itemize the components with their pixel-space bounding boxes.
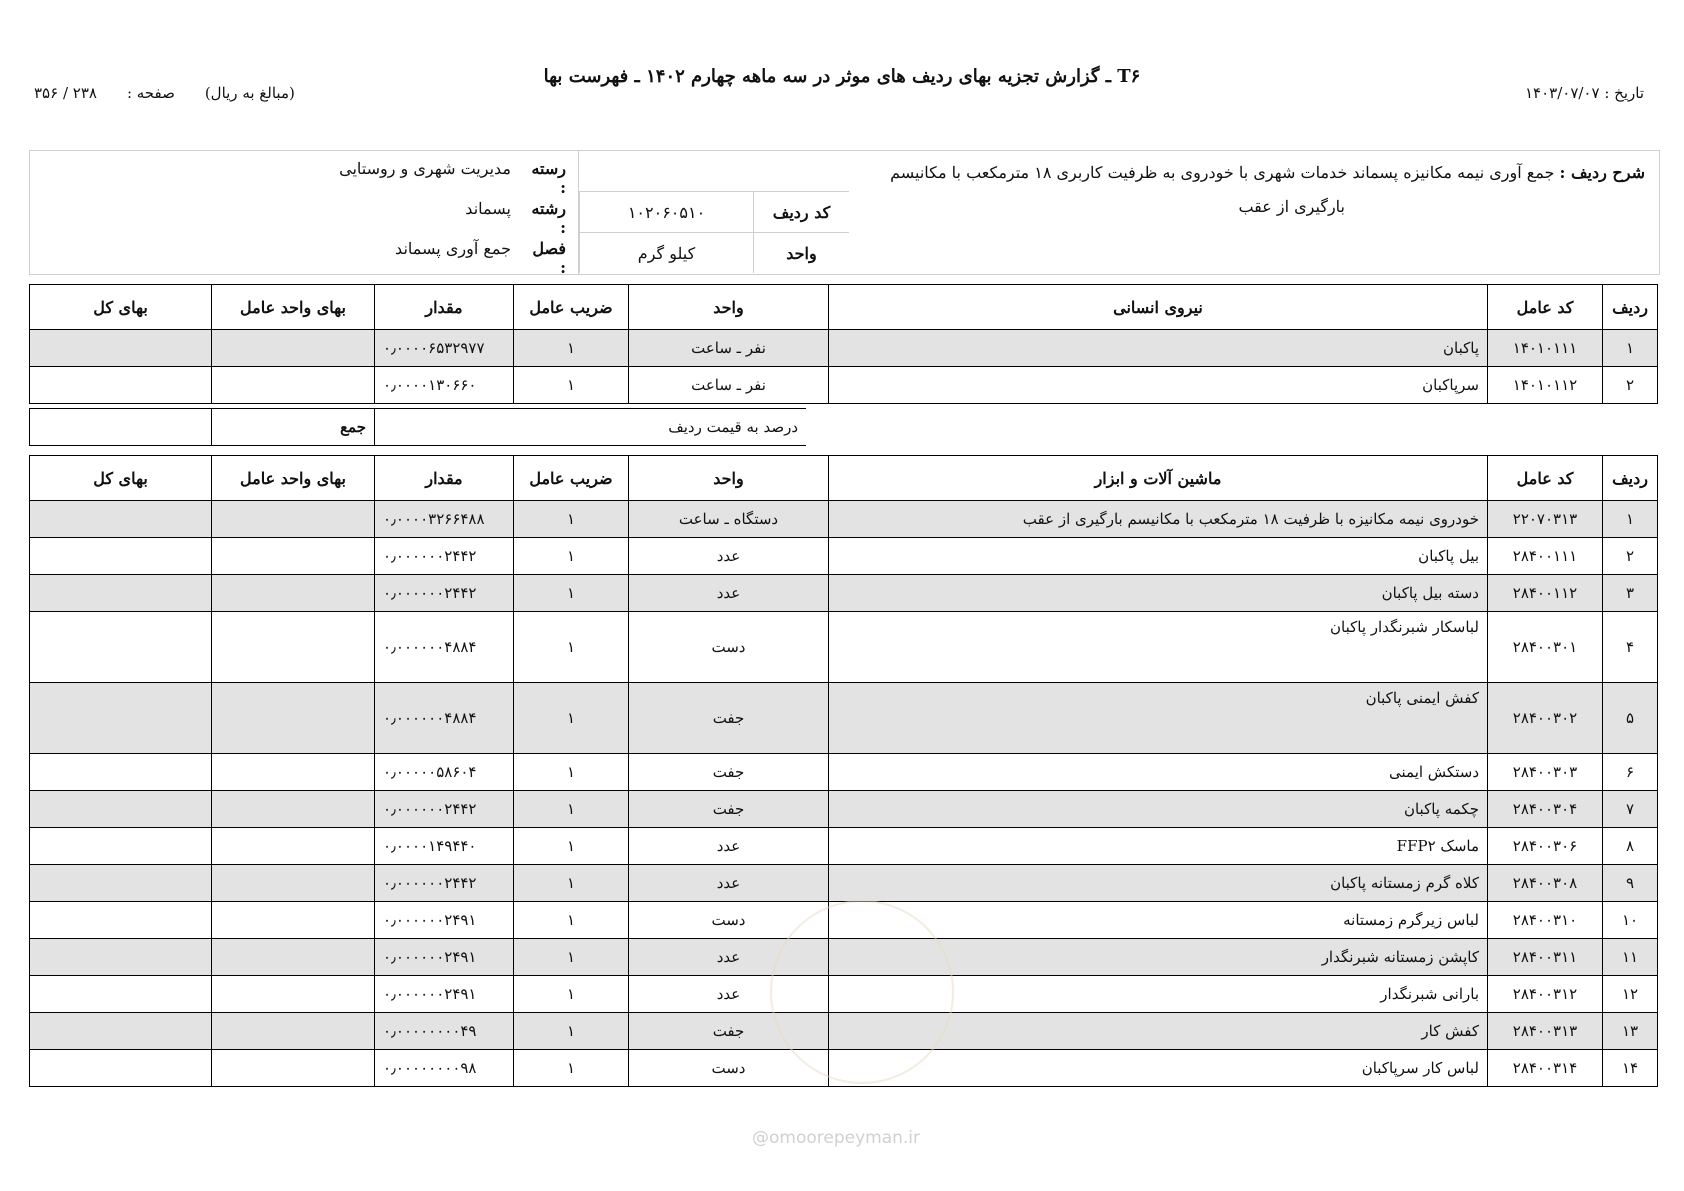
table-row: [30, 330, 1658, 367]
cell-qty: ۰٫۰۰۰۰۰۰۴۸۸۴: [375, 683, 514, 754]
cell-coef: ۱: [514, 683, 629, 754]
cell-name: لباس زیرگرم زمستانه: [829, 902, 1488, 939]
cell-unit: عدد: [629, 575, 829, 612]
cell-qty: ۰٫۰۰۰۰۰۵۸۶۰۴: [375, 754, 514, 791]
labor-header-row: [30, 285, 1658, 330]
cell-code: ۲۸۴۰۰۳۱۱: [1488, 939, 1603, 976]
cell-radif: ۲: [1603, 538, 1658, 575]
cell-radif: ۴: [1603, 612, 1658, 683]
cell-qty: ۰٫۰۰۰۰۳۲۶۶۴۸۸: [375, 501, 514, 538]
cell-total: [30, 501, 212, 538]
cell-total: [30, 683, 212, 754]
field-row: [465, 199, 566, 237]
cell-code: ۲۸۴۰۰۳۱۰: [1488, 902, 1603, 939]
cell-unit: دست: [629, 902, 829, 939]
table-row: [30, 754, 1658, 791]
cell-uprice: [212, 1013, 375, 1050]
cell-radif: ۱۱: [1603, 939, 1658, 976]
cell-name: خودروی نیمه مکانیزه با ظرفیت ۱۸ مترمکعب با مکانیسم بارگیری از عقب: [829, 501, 1488, 538]
col-name: نیروی انسانی: [829, 285, 1488, 330]
cell-qty: ۰٫۰۰۰۰۰۰۲۴۹۱: [375, 939, 514, 976]
cell-qty: ۰٫۰۰۰۰۶۵۳۲۹۷۷: [375, 330, 514, 367]
cell-code: ۲۸۴۰۰۳۰۱: [1488, 612, 1603, 683]
cell-radif: ۱۲: [1603, 976, 1658, 1013]
watermark-text: @omoorepeyman.ir: [752, 1128, 921, 1148]
cell-code: ۲۸۴۰۰۳۱۴: [1488, 1050, 1603, 1087]
cell-uprice: [212, 683, 375, 754]
table-row: [30, 612, 1658, 683]
cell-coef: ۱: [514, 538, 629, 575]
cell-qty: ۰٫۰۰۰۰۱۴۹۴۴۰: [375, 828, 514, 865]
col-uprice: بهای واحد عامل: [212, 285, 375, 330]
cell-unit: نفر ـ ساعت: [629, 330, 829, 367]
cell-uprice: [212, 612, 375, 683]
item-unit-label: واحد: [753, 233, 849, 273]
cell-unit: عدد: [629, 865, 829, 902]
cell-coef: ۱: [514, 330, 629, 367]
cell-name: کلاه گرم زمستانه پاکبان: [829, 865, 1488, 902]
cell-total: [30, 330, 212, 367]
watermark-seal: [770, 900, 954, 1084]
table-row: [30, 501, 1658, 538]
cell-code: ۲۸۴۰۰۱۱۲: [1488, 575, 1603, 612]
col-radif: ردیف: [1603, 285, 1658, 330]
cell-unit: جفت: [629, 754, 829, 791]
cell-unit: جفت: [629, 791, 829, 828]
col-qty: مقدار: [375, 285, 514, 330]
cell-uprice: [212, 902, 375, 939]
col-coef: ضریب عامل: [514, 456, 629, 501]
cell-code: ۲۸۴۰۰۳۰۳: [1488, 754, 1603, 791]
cell-unit: عدد: [629, 976, 829, 1013]
cell-radif: ۱: [1603, 501, 1658, 538]
cell-name: بارانی شبرنگدار: [829, 976, 1488, 1013]
cell-uprice: [212, 791, 375, 828]
cell-total: [30, 828, 212, 865]
item-unit-row: [579, 232, 849, 273]
cell-qty: ۰٫۰۰۰۰۰۰۰۰۴۹: [375, 1013, 514, 1050]
amounts-note: (مبالغ به ریال): [204, 84, 295, 102]
cell-unit: عدد: [629, 538, 829, 575]
cell-uprice: [212, 538, 375, 575]
sum-label: جمع: [212, 409, 375, 446]
labor-summary-row: [30, 409, 1659, 446]
classification-panel: [30, 151, 578, 277]
col-uprice: بهای واحد عامل: [212, 456, 375, 501]
cell-uprice: [212, 939, 375, 976]
cell-coef: ۱: [514, 754, 629, 791]
cell-total: [30, 902, 212, 939]
labor-summary: [29, 408, 1658, 446]
desc-label: شرح ردیف :: [1559, 163, 1645, 182]
cell-name: ماسک FFP۲: [829, 828, 1488, 865]
page-label: صفحه :: [126, 84, 175, 102]
col-qty: مقدار: [375, 456, 514, 501]
cell-radif: ۱۳: [1603, 1013, 1658, 1050]
cell-uprice: [212, 754, 375, 791]
labor-table: [29, 284, 1658, 404]
cell-unit: دست: [629, 612, 829, 683]
col-radif: ردیف: [1603, 456, 1658, 501]
cell-total: [30, 612, 212, 683]
cell-code: ۲۸۴۰۰۱۱۱: [1488, 538, 1603, 575]
cell-radif: ۸: [1603, 828, 1658, 865]
category-label: رسته :: [531, 159, 566, 197]
cell-name: لباسکار شبرنگدار پاکبان: [829, 612, 1488, 683]
item-info-box: [29, 150, 1660, 275]
cell-coef: ۱: [514, 501, 629, 538]
cell-total: [30, 538, 212, 575]
cell-name: لباس کار سرپاکبان: [829, 1050, 1488, 1087]
cell-radif: ۶: [1603, 754, 1658, 791]
item-code-value: ۱۰۲۰۶۰۵۱۰: [579, 192, 753, 232]
table-row: [30, 367, 1658, 404]
report-header: [0, 62, 1684, 102]
col-total: بهای کل: [30, 456, 212, 501]
cell-coef: ۱: [514, 575, 629, 612]
cell-uprice: [212, 330, 375, 367]
cell-code: ۱۴۰۱۰۱۱۲: [1488, 367, 1603, 404]
cell-unit: عدد: [629, 828, 829, 865]
cell-uprice: [212, 1050, 375, 1087]
cell-radif: ۱: [1603, 330, 1658, 367]
field-value: پسماند: [465, 199, 511, 218]
machine-header-row: [30, 456, 1658, 501]
table-row: [30, 575, 1658, 612]
col-code: کد عامل: [1488, 285, 1603, 330]
cell-total: [30, 575, 212, 612]
item-unit-value: کیلو گرم: [579, 233, 753, 273]
cell-coef: ۱: [514, 865, 629, 902]
summary-spacer: [806, 409, 1658, 446]
cell-unit: نفر ـ ساعت: [629, 367, 829, 404]
cell-qty: ۰٫۰۰۰۰۰۰۰۰۹۸: [375, 1050, 514, 1087]
cell-coef: ۱: [514, 902, 629, 939]
cell-coef: ۱: [514, 1050, 629, 1087]
desc-line2: بارگیری از عقب: [1238, 197, 1345, 216]
cell-uprice: [212, 575, 375, 612]
table-row: [30, 865, 1658, 902]
cell-qty: ۰٫۰۰۰۰۰۰۲۴۹۱: [375, 976, 514, 1013]
cell-coef: ۱: [514, 976, 629, 1013]
cell-qty: ۰٫۰۰۰۰۰۰۴۸۸۴: [375, 612, 514, 683]
col-unit: واحد: [629, 285, 829, 330]
cell-name: کفش ایمنی پاکبان: [829, 683, 1488, 754]
cell-qty: ۰٫۰۰۰۰۰۰۲۴۴۲: [375, 865, 514, 902]
cell-radif: ۲: [1603, 367, 1658, 404]
cell-name: کفش کار: [829, 1013, 1488, 1050]
cell-qty: ۰٫۰۰۰۰۰۰۲۴۴۲: [375, 538, 514, 575]
item-code-label: کد ردیف: [753, 192, 849, 232]
cell-coef: ۱: [514, 1013, 629, 1050]
cell-uprice: [212, 865, 375, 902]
cell-unit: جفت: [629, 683, 829, 754]
cell-code: ۲۸۴۰۰۳۰۴: [1488, 791, 1603, 828]
cell-name: بیل پاکبان: [829, 538, 1488, 575]
col-code: کد عامل: [1488, 456, 1603, 501]
cell-coef: ۱: [514, 828, 629, 865]
cell-total: [30, 754, 212, 791]
cell-unit: دستگاه ـ ساعت: [629, 501, 829, 538]
col-name: ماشین آلات و ابزار: [829, 456, 1488, 501]
desc-line1: جمع آوری نیمه مکانیزه پسماند خدمات شهری با خودروی به ظرفیت کاربری ۱۸ مترمکعب با مکانیسم: [890, 163, 1555, 182]
category-row: [339, 159, 566, 197]
item-description-panel: [578, 151, 1659, 274]
cell-radif: ۵: [1603, 683, 1658, 754]
cell-uprice: [212, 501, 375, 538]
chapter-value: جمع آوری پسماند: [395, 239, 511, 258]
cell-radif: ۱۰: [1603, 902, 1658, 939]
col-total: بهای کل: [30, 285, 212, 330]
cell-total: [30, 939, 212, 976]
cell-qty: ۰٫۰۰۰۰۰۰۲۴۹۱: [375, 902, 514, 939]
code-unit-box: [579, 191, 849, 273]
cell-name: دستکش ایمنی: [829, 754, 1488, 791]
col-coef: ضریب عامل: [514, 285, 629, 330]
cell-code: ۱۴۰۱۰۱۱۱: [1488, 330, 1603, 367]
cell-qty: ۰٫۰۰۰۰۰۰۲۴۴۲: [375, 575, 514, 612]
cell-uprice: [212, 367, 375, 404]
page-info: [34, 84, 295, 102]
cell-radif: ۹: [1603, 865, 1658, 902]
cell-total: [30, 865, 212, 902]
cell-coef: ۱: [514, 791, 629, 828]
page-value: ۲۳۸ / ۳۵۶: [34, 84, 97, 102]
item-code-row: [579, 191, 849, 232]
report-title: T۶ ـ گزارش تجزیه بهای ردیف های موثر در سه ماهه چهارم ۱۴۰۲ ـ فهرست بها: [543, 66, 1141, 87]
cell-coef: ۱: [514, 612, 629, 683]
date-value: ۱۴۰۳/۰۷/۰۷: [1524, 84, 1600, 102]
cell-total: [30, 1050, 212, 1087]
cell-total: [30, 976, 212, 1013]
cell-code: ۲۸۴۰۰۳۰۲: [1488, 683, 1603, 754]
cell-name: پاکبان: [829, 330, 1488, 367]
cell-code: ۲۸۴۰۰۳۰۸: [1488, 865, 1603, 902]
cell-uprice: [212, 828, 375, 865]
field-label: رشته :: [531, 199, 566, 237]
cell-code: ۲۸۴۰۰۳۰۶: [1488, 828, 1603, 865]
col-unit: واحد: [629, 456, 829, 501]
date-label: تاریخ :: [1604, 84, 1644, 102]
table-row: [30, 791, 1658, 828]
cell-coef: ۱: [514, 367, 629, 404]
cell-code: ۲۸۴۰۰۳۱۲: [1488, 976, 1603, 1013]
cell-qty: ۰٫۰۰۰۰۱۳۰۶۶۰: [375, 367, 514, 404]
cell-unit: جفت: [629, 1013, 829, 1050]
table-row: [30, 828, 1658, 865]
cell-name: کاپشن زمستانه شبرنگدار: [829, 939, 1488, 976]
cell-name: سرپاکبان: [829, 367, 1488, 404]
cell-code: ۲۸۴۰۰۳۱۳: [1488, 1013, 1603, 1050]
cell-total: [30, 1013, 212, 1050]
cell-name: چکمه پاکبان: [829, 791, 1488, 828]
percent-label: درصد به قیمت ردیف: [375, 409, 807, 446]
table-row: [30, 683, 1658, 754]
chapter-row: [395, 239, 566, 277]
cell-unit: عدد: [629, 939, 829, 976]
cell-radif: ۳: [1603, 575, 1658, 612]
sum-value: [30, 409, 212, 446]
cell-code: ۲۲۰۷۰۳۱۳: [1488, 501, 1603, 538]
cell-coef: ۱: [514, 939, 629, 976]
cell-qty: ۰٫۰۰۰۰۰۰۲۴۴۲: [375, 791, 514, 828]
cell-uprice: [212, 976, 375, 1013]
table-row: [30, 538, 1658, 575]
category-value: مدیریت شهری و روستایی: [339, 159, 511, 178]
cell-radif: ۷: [1603, 791, 1658, 828]
chapter-label: فصل :: [532, 239, 566, 277]
cell-total: [30, 367, 212, 404]
cell-unit: دست: [629, 1050, 829, 1087]
cell-name: دسته بیل پاکبان: [829, 575, 1488, 612]
cell-total: [30, 791, 212, 828]
cell-radif: ۱۴: [1603, 1050, 1658, 1087]
